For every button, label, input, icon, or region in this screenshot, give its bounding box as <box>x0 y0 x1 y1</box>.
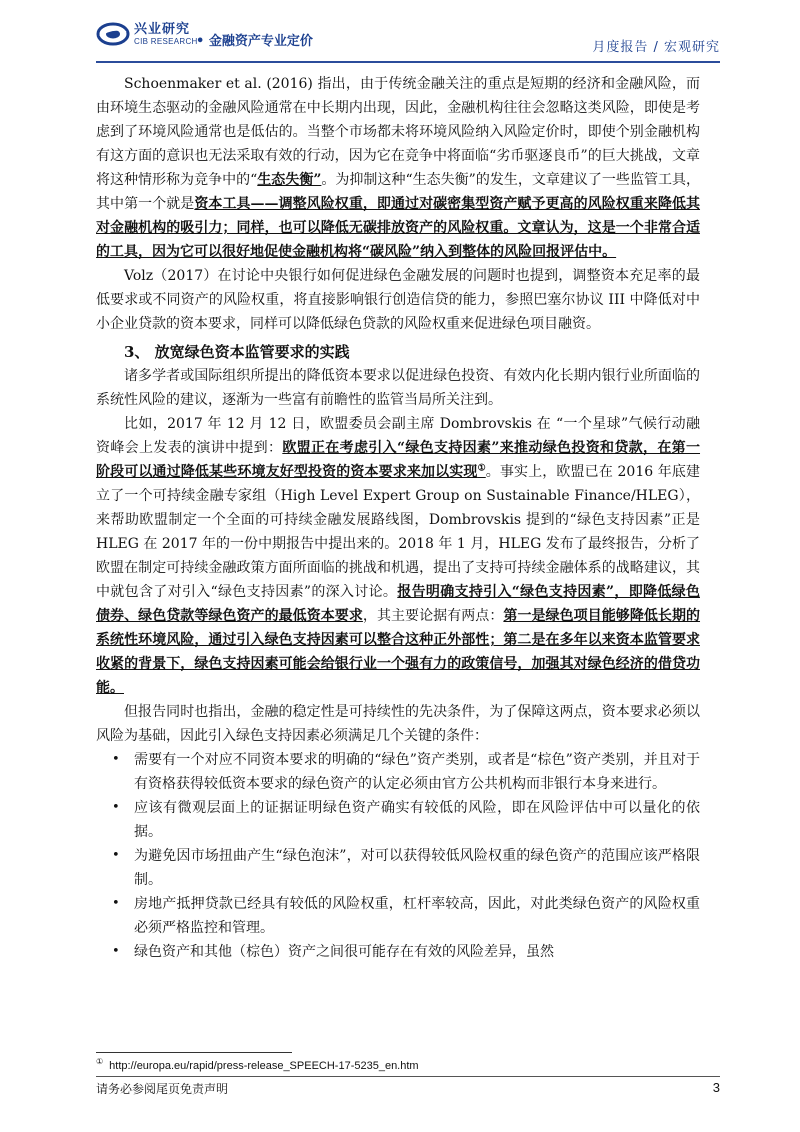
paragraph-intro-practice: 诸多学者或国际组织所提出的降低资本要求以促进绿色投资、有效内化长期内银行业所面临的系统性风险的建议，逐渐为一些富有前瞻性的监管当局所关注到。 <box>96 368 700 408</box>
footer-disclaimer: 请务必参阅尾页免责声明 <box>96 1082 229 1096</box>
text-run: 。事实上，欧盟已在 2016 年底建立了一个可持续金融专家组（High Level Expert Group on Sustainable Finance/HLEG），来帮助欧盟制定一个全面的可持续金融发展路线图，Dombrovskis 提到的“绿色支持因素”正是 HLEG 在 2017 年的一份中期报告中提出来的。2018 年 1 月，HLEG 发布了最终报告，分析了欧盟在制定可持续金融政策方面所面临的挑战和机遇，提出了支持可持续金融体系的战略建议，其中就包含了对引入“绿色支持因素”的深入讨论。 <box>96 464 701 600</box>
conditions-list <box>96 748 700 964</box>
bullet-icon: • <box>112 896 120 911</box>
text-run: ，其主要论据有两点： <box>362 608 504 624</box>
emphasis-ecological-imbalance: 生态失衡” <box>257 172 322 188</box>
list-item-text: 绿色资产和其他（棕色）资产之间很可能存在有效的风险差异，虽然 <box>134 944 554 960</box>
cib-logo-icon <box>96 22 130 46</box>
list-item-text: 应该有微观层面上的证据证明绿色资产确实有较低的风险，即在风险评估中可以量化的依据。 <box>134 800 700 840</box>
paragraph-schoenmaker <box>96 72 700 264</box>
bullet-icon: • <box>112 752 120 767</box>
bullet-icon: • <box>112 800 120 815</box>
section-heading: 3、 放宽绿色资本监管要求的实践 <box>124 343 350 361</box>
emphasis-two-arguments: 第一是绿色项目能够降低长期的系统性环境风险，通过引入绿色支持因素可以整合这种正外部性；第二是在多年以来资本监管要求收紧的背景下，绿色支持因素可能会给银行业一个强有力的政策信号，加强其对绿色经济的借贷功能。 <box>96 608 701 696</box>
text-run: 欧盟正在考虑引入“绿色支持因素”来推动绿色投资和贷款，在第一阶段可以通过降低某些环境友好型投资的资本要求来加以实现 <box>96 440 701 480</box>
list-item <box>96 940 700 964</box>
footnote <box>96 1057 419 1072</box>
logo-english-name: CIB RESEARCH <box>134 36 198 46</box>
footnote-link[interactable]: http://europa.eu/rapid/press-release_SPEECH-17-5235_en.htm <box>109 1060 419 1072</box>
list-item <box>96 844 700 892</box>
emphasis-capital-tools: 资本工具——调整风险权重，即通过对碳密集型资产赋予更高的风险权重来降低其对金融机构的吸引力；同样，也可以降低无碳排放资产的风险权重。文章认为，这是一个非常合适的工具，因为它可以很好地促使金融机构将“碳风险”纳入到整体的风险回报评估中。 <box>96 196 701 260</box>
list-item-text: 为避免因市场扭曲产生“绿色泡沫”，对可以获得较低风险权重的绿色资产的范围应该严格限制。 <box>134 848 700 888</box>
bullet-icon: • <box>112 944 120 959</box>
list-item <box>96 796 700 844</box>
emphasis-report-support: 报告明确支持引入“绿色支持因素”，即降低绿色债券、绿色贷款等绿色资产的最低资本要求 <box>96 584 700 624</box>
list-item-text: 需要有一个对应不同资本要求的明确的“绿色”资产类别，或者是“棕色”资产类别，并且对于有资格获得较低资本要求的绿色资产的认定必须由官方公共机构而非银行本身来进行。 <box>134 752 700 792</box>
header-tagline: • 金融资产专业定价 <box>196 34 313 49</box>
footnote-marker: ① <box>96 1057 104 1067</box>
logo-chinese-name: 兴业研究 <box>134 21 191 37</box>
header-divider <box>96 61 720 63</box>
footnote-divider <box>96 1052 292 1053</box>
page-number: 3 <box>712 1080 720 1095</box>
page-header <box>0 0 800 64</box>
paragraph-volz: Volz（2017）在讨论中央银行如何促进绿色金融发展的问题时也提到，调整资本充足率的最低要求或不同资产的风险权重，将直接影响银行创造信贷的能力，参照巴塞尔协议 III 中降低对中小企业贷款的资本要求，同样可以降低绿色贷款的风险权重来促进绿色项目融资。 <box>96 268 700 332</box>
list-item <box>96 892 700 940</box>
paragraph-eu-example <box>96 412 700 700</box>
text-run: 。为抑制这种“生态失衡”的发生，文章建议了一些监管工具，其中第一个就是 <box>96 172 700 212</box>
footnote-reference[interactable]: ① <box>477 463 486 474</box>
bullet-icon: • <box>112 848 120 863</box>
list-item <box>96 748 700 796</box>
paragraph-conditions: 但报告同时也指出，金融的稳定性是可持续性的先决条件，为了保障这两点，资本要求必须以风险为基础，因此引入绿色支持因素必须满足几个关键的条件： <box>96 704 700 744</box>
footer-divider <box>96 1076 720 1077</box>
text-run: 比如，2017 年 12 月 12 日，欧盟委员会副主席 Dombrovskis 在 “一个星球”气候行动融资峰会上发表的演讲中提到： <box>96 416 700 456</box>
text-run: Schoenmaker et al. (2016) 指出，由于传统金融关注的重点是短期的经济和金融风险，而由环境生态驱动的金融风险通常在中长期内出现，因此，金融机构往往会忽略这类风险，即使是考虑到了环境风险通常也是低估的。当整个市场都未将环境风险纳入风险定价时，即使个别金融机构有这方面的意识也无法采取有效的行动，因为它在竞争中将面临“劣币驱逐良币”的巨大挑战，文章将这种情形称为竞争中的“ <box>96 76 700 188</box>
report-type: 月度报告 / 宏观研究 <box>592 40 720 55</box>
list-item-text: 房地产抵押贷款已经具有较低的风险权重，杠杆率较高，因此，对此类绿色资产的风险权重必须严格监控和管理。 <box>134 896 700 936</box>
cib-logo <box>96 22 198 46</box>
main-content <box>96 72 700 964</box>
